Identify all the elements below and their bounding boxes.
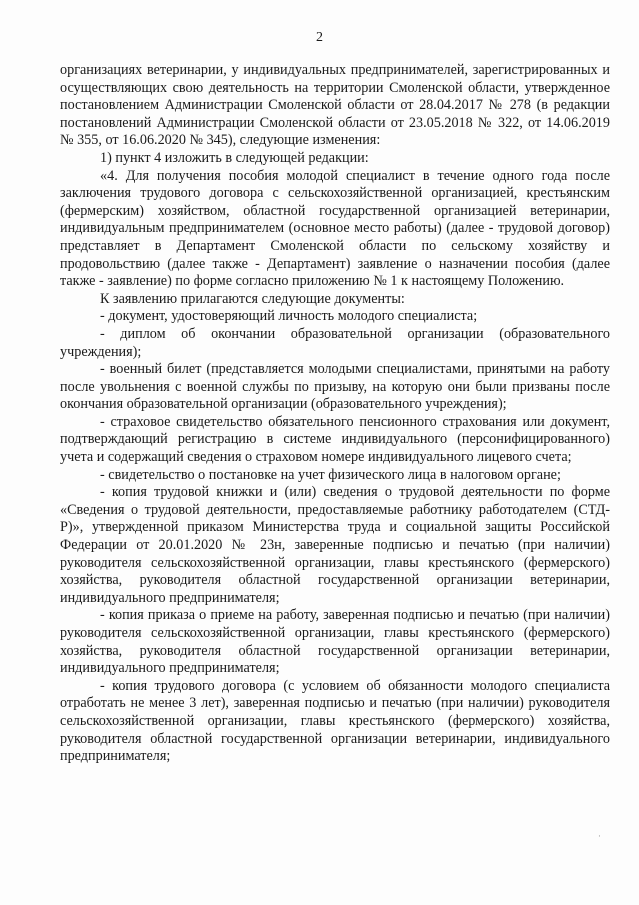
list-item-employment-contract: - копия трудового договора (с условием об обязанности молодого специалиста отработать не менее 3 лет), заверенная подписью и печатью (при наличии) руководителя сельскохозяйственной организации, главы крестьянского (фермерского) хозяйства, руководителя областной государственной организации ветеринарии, индивидуального предпринимателя; [60,677,610,765]
list-item-diploma: - диплом об окончании образовательной организации (образовательного учреждения); [60,325,610,360]
list-item-military-id: - военный билет (представляется молодыми специалистами, принятыми на работу после увольнения с военной службы по призыву, на которую они были призваны после окончания образовательной организации (образовательного учреждения); [60,361,610,413]
list-item-insurance-certificate: - страховое свидетельство обязательного пенсионного страхования или документ, подтверждающий регистрацию в системе индивидуального (персонифицированного) учета и содержащий сведения о страховом номере индивидуального лицевого счета; [60,413,610,466]
paragraph-clause-4: «4. Для получения пособия молодой специалист в течение одного года после заключения трудового договора с сельскохозяйственной организацией, крестьянским (фермерским) хозяйством, областной государственной организацией ветеринарии, индивидуальным предпринимателем (основное место работы) (далее - трудовой договор) представляет в Департамент Смоленской области по сельскому хозяйству и продовольствию (далее также - Департамент) заявление о назначении пособия (далее также - заявление) по форме согласно приложению № 1 к настоящему Положению. [60,167,610,290]
paragraph-intro: организациях ветеринарии, у индивидуальных предпринимателей, зарегистрированных и осуществляющих свою деятельность на территории Смоленской области, утвержденное постановлением Администрации Смоленской области от 28.04.2017 № 278 (в редакции постановлений Администрации Смоленской области от 23.05.2018 № 322, от 14.06.2019 № 355, от 16.06.2020 № 345), следующие изменения: [60,62,610,149]
list-item-identity-document: - документ, удостоверяющий личность молодого специалиста; [100,308,478,325]
document-body [60,62,610,766]
list-item-tax-registration: - свидетельство о постановке на учет физического лица в налоговом органе; [100,466,561,483]
list-item-hiring-order: - копия приказа о приеме на работу, заверенная подписью и печатью (при наличии) руководителя сельскохозяйственной организации, главы крестьянского (фермерского) хозяйства, руководителя областной государственной организации ветеринарии, индивидуального предпринимателя; [60,607,610,677]
page-number: 2 [316,30,323,45]
scan-speck: · [598,832,601,842]
paragraph-item-1: 1) пункт 4 изложить в следующей редакции: [100,149,369,166]
paragraph-documents-heading: К заявлению прилагаются следующие документы: [100,290,405,307]
list-item-employment-record: - копия трудовой книжки и (или) сведения о трудовой деятельности по форме «Сведения о трудовой деятельности, предоставляемые работнику работодателем (СТД-Р)», утвержденной приказом Министерства труда и социальной защиты Российской Федерации от 20.01.2020 № 23н, заверенные подписью и печатью (при наличии) руководителя сельскохозяйственной организации, главы крестьянского (фермерского) хозяйства, руководителя областной государственной организации ветеринарии, индивидуального предпринимателя; [60,484,610,606]
